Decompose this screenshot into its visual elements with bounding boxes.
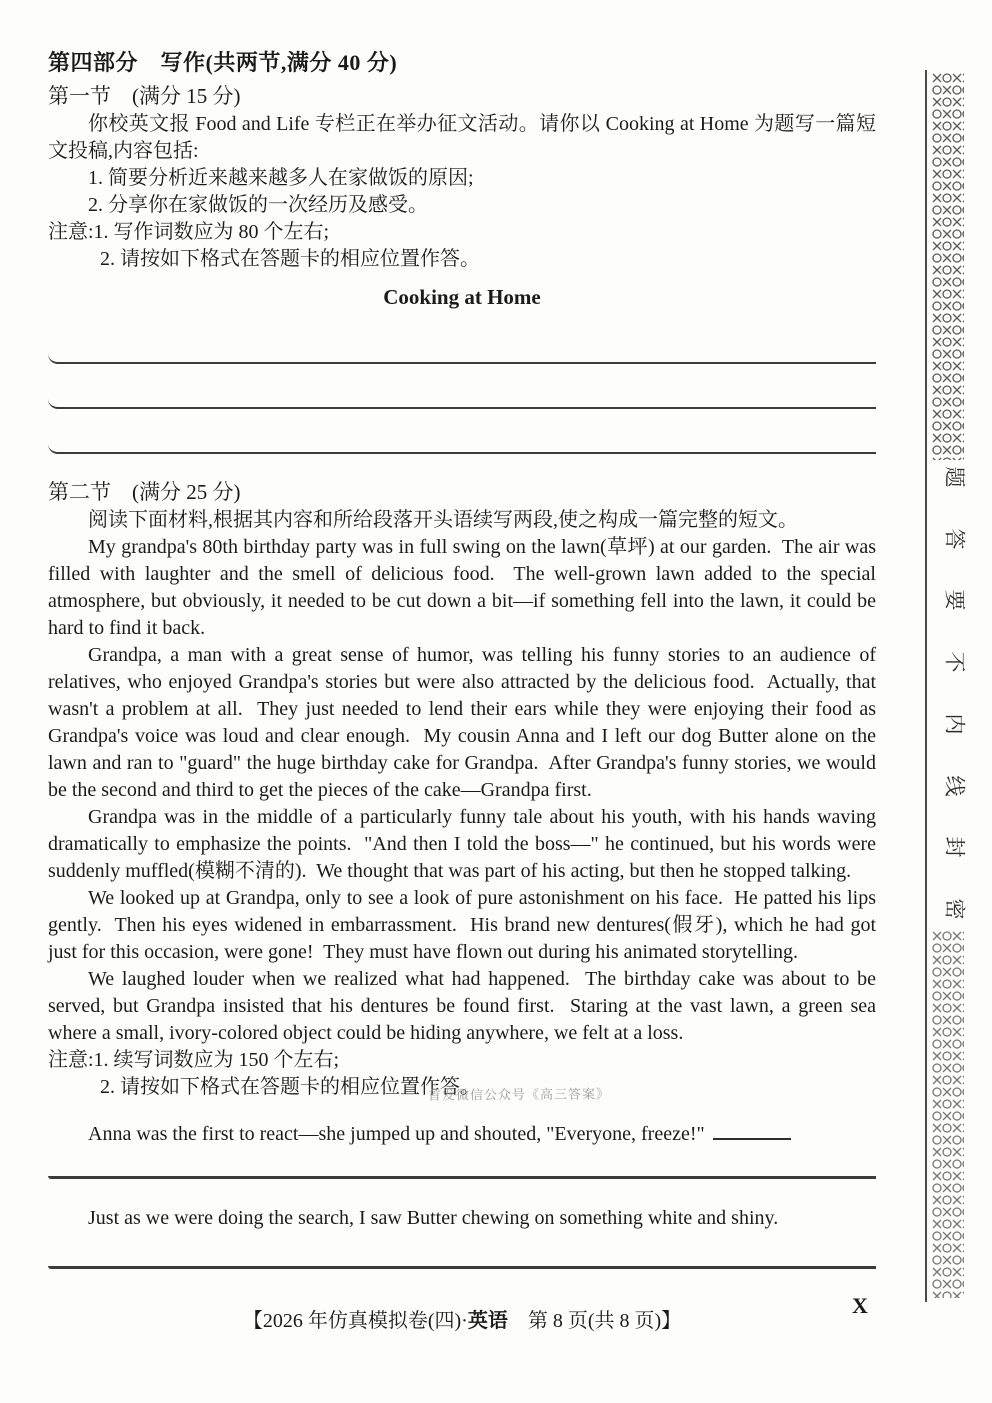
corner-mark: X — [852, 1293, 868, 1318]
continuation-opener-2: Just as we were doing the search, I saw Butter chewing on something white and shiny. — [88, 1207, 779, 1229]
section2-note-1: 注意:1. 续写词数应为 150 个左右; — [48, 1049, 340, 1071]
seal-char: 答 — [942, 528, 966, 550]
lace-pattern-icon — [932, 930, 964, 1298]
section2-note-2: 2. 请按如下格式在答题卡的相应位置作答。 — [100, 1076, 480, 1098]
exam-page — [48, 48, 881, 1335]
seal-char: 密 — [942, 898, 966, 920]
section1-point-2: 2. 分享你在家做饭的一次经历及感受。 — [88, 194, 428, 216]
blank-line — [713, 1124, 791, 1140]
section2-heading: 第二节 (满分 25 分) — [48, 480, 241, 504]
footer-pages: 第 8 页(共 8 页)】 — [507, 1310, 682, 1332]
story-paragraph-4: We looked up at Grandpa, only to see a look of pure astonishment on his face. He patted his lips gently. Then his eyes widened in embarrassment. His brand new dentures(假牙), which he had got just for this occasion, were gone! They must have flown out during his animated storytelling. — [48, 887, 881, 963]
section2-instruction: 阅读下面材料,根据其内容和所给段落开头语续写两段,使之构成一篇完整的短文。 — [88, 509, 798, 531]
answer-line — [48, 319, 876, 364]
seal-text — [927, 462, 983, 924]
seal-char: 不 — [942, 651, 966, 673]
seal-strip — [925, 70, 991, 1302]
seal-char: 封 — [942, 836, 966, 858]
seal-char: 题 — [942, 466, 966, 488]
continuation-opener-1 — [48, 1121, 876, 1148]
part4-heading: 第四部分 写作(共两节,满分 40 分) — [48, 50, 398, 75]
continuation-opener-1-text: Anna was the first to react—she jumped up and shouted, "Everyone, freeze!" — [88, 1123, 705, 1145]
story-paragraph-3: Grandpa was in the middle of a particularly funny tale about his youth, with his hands waving dramatically to emphasize the points. "And then I told the boss—" he continued, but his words were suddenly muffled(模糊不清的). We thought that was part of his acting, but then he stopped talking. — [48, 806, 881, 882]
section1-note-2: 2. 请按如下格式在答题卡的相应位置作答。 — [100, 248, 480, 270]
essay-title: Cooking at Home — [383, 285, 541, 309]
section1-note-1: 注意:1. 写作词数应为 80 个左右; — [48, 221, 330, 243]
answer-line — [48, 364, 876, 409]
divider-line — [48, 1266, 876, 1269]
divider-line — [48, 1176, 876, 1179]
watermark: 首发微信公众号《高三答案》 — [427, 1086, 611, 1103]
story-paragraph-2: Grandpa, a man with a great sense of humor, was telling his funny stories to an audience of relatives, who enjoyed Grandpa's stories but were also attracted by the delicious food. Actually, that wasn't a problem at all. They just needed to lend their ears while they were enjoying their food as Grandpa's voice was loud and clear enough. My cousin Anna and I left our dog Butter alone on the lawn and ran to "guard" the huge birthday cake for Grandpa. After Grandpa's funny stories, we would be the second and third to get the pieces of the cake—Grandpa first. — [48, 644, 881, 801]
footer-subject: 英语 — [467, 1310, 508, 1332]
section1-point-1: 1. 简要分析近来越来越多人在家做饭的原因; — [88, 167, 474, 189]
seal-char: 内 — [942, 713, 966, 735]
answer-line — [48, 409, 876, 454]
story-paragraph-5: We laughed louder when we realized what had happened. The birthday cake was about to be served, but Grandpa insisted that his dentures be found first. Staring at the vast lawn, a green sea where a small, ivory-colored object could be hiding anywhere, we felt at a loss. — [48, 968, 881, 1044]
section1-intro: 你校英文报 Food and Life 专栏正在举办征文活动。请你以 Cooking at Home 为题写一篇短文投稿,内容包括: — [48, 113, 876, 162]
seal-char: 线 — [942, 775, 966, 797]
answer-lines-block — [48, 319, 876, 454]
footer-prefix: 【2026 年仿真模拟卷(四)· — [242, 1310, 468, 1332]
seal-char: 要 — [942, 589, 966, 611]
lace-pattern-icon — [932, 72, 964, 460]
section1-heading: 第一节 (满分 15 分) — [48, 84, 241, 108]
page-footer — [48, 1307, 876, 1335]
story-paragraph-1: My grandpa's 80th birthday party was in full swing on the lawn(草坪) at our garden. The air was filled with laughter and the smell of delicious food. The well-grown lawn added to the special atmosphere, but obviously, it needed to be cut down a bit—if something fell into the lawn, it could be hard to find it back. — [48, 536, 881, 639]
